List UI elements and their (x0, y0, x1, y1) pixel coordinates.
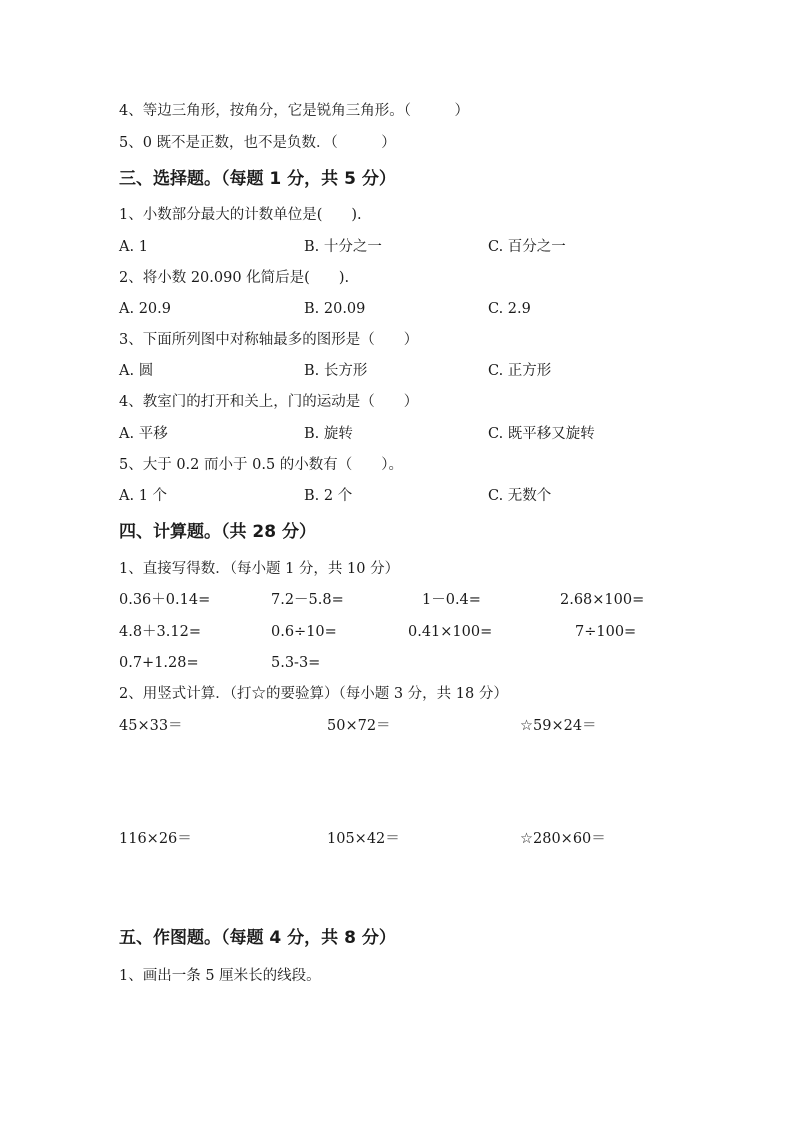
oral-problem: 0.36＋0.14= (119, 592, 211, 608)
oral-problem: 5.3-3= (271, 655, 321, 671)
choice-option-a[interactable]: A. 圆 (119, 363, 154, 379)
oral-problem: 4.8＋3.12= (119, 624, 201, 640)
choice-option-c[interactable]: C. 既平移又旋转 (488, 426, 595, 442)
oral-problem: 0.41×100= (408, 624, 493, 640)
choice-option-b[interactable]: B. 2 个 (304, 488, 353, 504)
choice-option-a[interactable]: A. 平移 (119, 426, 168, 442)
choice-question-2: 2、将小数 20.090 化简后是( ). (119, 270, 350, 286)
vertical-problem: 116×26＝ (119, 831, 192, 847)
choice-option-b[interactable]: B. 长方形 (304, 363, 368, 379)
section-5-title: 五、作图题。（每题 4 分，共 8 分） (119, 928, 396, 948)
vertical-problem: ☆280×60＝ (520, 831, 606, 847)
choice-option-c[interactable]: C. 2.9 (488, 301, 531, 317)
vertical-problem: ☆59×24＝ (520, 718, 597, 734)
judge-question-4: 4、等边三角形，按角分，它是锐角三角形。（ ） (119, 103, 469, 119)
oral-problem: 1－0.4= (422, 592, 481, 608)
choice-option-b[interactable]: B. 十分之一 (304, 239, 382, 255)
vertical-calc-stem: 2、用竖式计算．（打☆的要验算）（每小题 3 分，共 18 分） (119, 686, 508, 702)
vertical-problem: 105×42＝ (327, 831, 400, 847)
section-4-title: 四、计算题。（共 28 分） (119, 522, 316, 542)
choice-option-c[interactable]: C. 正方形 (488, 363, 552, 379)
choice-option-c[interactable]: C. 无数个 (488, 488, 552, 504)
oral-calc-stem: 1、直接写得数．（每小题 1 分，共 10 分） (119, 561, 400, 577)
section-3-title: 三、选择题。（每题 1 分，共 5 分） (119, 169, 396, 189)
judge-question-5: 5、0 既不是正数，也不是负数．（ ） (119, 135, 396, 151)
oral-problem: 7.2－5.8= (271, 592, 344, 608)
choice-option-a[interactable]: A. 20.9 (119, 301, 171, 317)
vertical-problem: 50×72＝ (327, 718, 391, 734)
choice-question-1: 1、小数部分最大的计数单位是( ). (119, 207, 362, 223)
choice-question-3: 3、下面所列图中对称轴最多的图形是（ ） (119, 332, 419, 348)
choice-option-b[interactable]: B. 旋转 (304, 426, 353, 442)
choice-option-a[interactable]: A. 1 个 (119, 488, 168, 504)
oral-problem: 7÷100= (575, 624, 637, 640)
choice-question-5: 5、大于 0.2 而小于 0.5 的小数有（ ）。 (119, 457, 404, 473)
oral-problem: 2.68×100= (560, 592, 645, 608)
vertical-problem: 45×33＝ (119, 718, 183, 734)
choice-option-a[interactable]: A. 1 (119, 239, 148, 255)
choice-question-4: 4、教室门的打开和关上，门的运动是（ ） (119, 394, 419, 410)
choice-option-b[interactable]: B. 20.09 (304, 301, 366, 317)
oral-problem: 0.6÷10= (271, 624, 337, 640)
choice-option-c[interactable]: C. 百分之一 (488, 239, 566, 255)
oral-problem: 0.7+1.28= (119, 655, 199, 671)
drawing-question-1: 1、画出一条 5 厘米长的线段。 (119, 968, 321, 984)
